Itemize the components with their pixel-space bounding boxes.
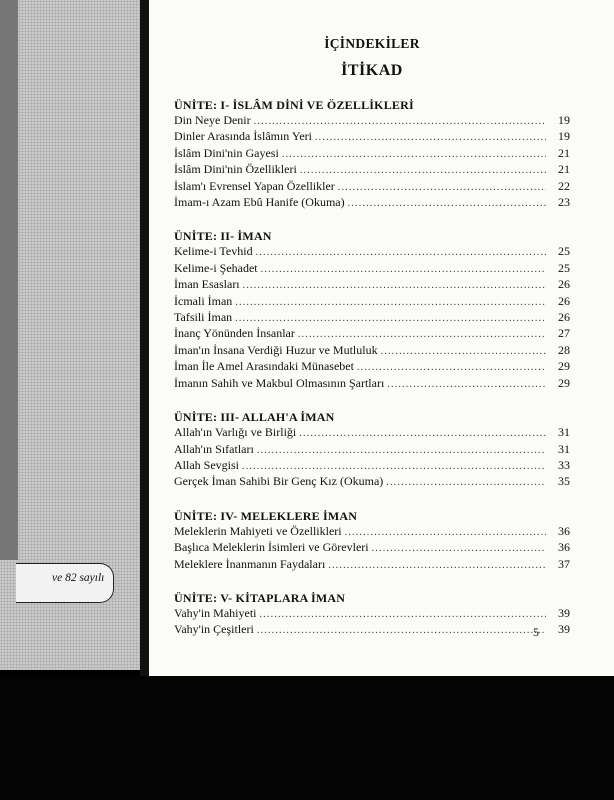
entry-page-number: 19 [558, 113, 570, 127]
entry-page-number: 39 [558, 605, 570, 620]
entry-page-number: 26 [558, 310, 570, 325]
entry-title: İman'ın İnsana Verdiği Huzur ve Mutluluk [174, 342, 378, 357]
entry-title: Allah'ın Sıfatları [174, 441, 254, 456]
entry-page-number: 29 [558, 359, 570, 374]
toc-entry [174, 442, 570, 458]
entry-page-number: 31 [558, 441, 570, 456]
entry-page-number: 23 [558, 195, 570, 210]
unit-title: ÜNİTE: I- İSLÂM DİNİ VE ÖZELLİKLERİ [174, 98, 414, 112]
entry-page-number: 25 [558, 244, 570, 259]
toc-entry [174, 540, 570, 556]
dot-leader [235, 295, 546, 310]
unit-title: ÜNİTE: II- İMAN [174, 229, 272, 244]
toc-unit [174, 508, 570, 573]
toc-entry [174, 474, 570, 490]
entry-title: Kelime-i Şehadet [174, 260, 258, 275]
page-subheading: İTİKAD [341, 62, 403, 79]
entry-page-number: 39 [558, 622, 570, 637]
entry-title: Meleklere İnanmanın Faydaları [174, 556, 326, 571]
unit-title: ÜNİTE: V- KİTAPLARA İMAN [174, 590, 346, 605]
entry-title: İmam-ı Azam Ebû Hanife (Okuma) [174, 195, 345, 210]
toc-entry [174, 261, 570, 277]
toc-entry [174, 376, 570, 392]
entry-page-number: 36 [558, 540, 570, 555]
entry-page-number: 29 [558, 375, 570, 390]
toc-entry [174, 294, 570, 310]
dot-leader [254, 114, 546, 129]
dot-leader [259, 607, 546, 622]
toc-entry [174, 343, 570, 359]
entry-title: Başlıca Meleklerin İsimleri ve Görevleri [174, 540, 369, 555]
dot-leader [328, 558, 546, 573]
entry-page-number: 31 [558, 425, 570, 440]
dot-leader [261, 262, 546, 277]
entry-title: İslâm Dini'nin Gayesi [174, 145, 279, 160]
entry-title: İmanın Sahih ve Makbul Olmasının Şartları [174, 375, 385, 390]
toc-entry [174, 113, 570, 129]
book-gutter [140, 0, 149, 680]
dot-leader [300, 163, 546, 178]
toc-entry [174, 622, 570, 638]
unit-title: ÜNİTE: IV- MELEKLERE İMAN [174, 508, 358, 523]
dot-leader [338, 180, 546, 195]
toc-unit [174, 228, 570, 392]
dot-leader [348, 196, 546, 211]
toc-entry [174, 606, 570, 622]
entry-title: İcmali İman [174, 293, 233, 308]
entry-page-number: 25 [558, 260, 570, 275]
dot-leader [242, 459, 546, 474]
unit-title: ÜNİTE: III- ALLAH'A İMAN [174, 410, 335, 425]
scan-background [0, 676, 614, 800]
toc-unit [174, 409, 570, 491]
dot-leader [299, 426, 546, 441]
entry-page-number: 26 [558, 277, 570, 292]
entry-page-number: 22 [558, 178, 570, 193]
dot-leader [243, 278, 546, 293]
dot-leader [345, 525, 546, 540]
dot-leader [357, 360, 546, 375]
entry-page-number: 28 [558, 342, 570, 357]
toc-entry [174, 359, 570, 375]
dot-leader [387, 377, 546, 392]
toc-entry [174, 425, 570, 441]
page-heading: İÇİNDEKİLER [324, 36, 420, 51]
toc-entry [174, 458, 570, 474]
entry-title: Gerçek İman Sahibi Bir Genç Kız (Okuma) [174, 474, 384, 489]
entry-title: Allah'ın Varlığı ve Birliği [174, 425, 297, 440]
left-page-shadow [0, 0, 18, 560]
toc-entry [174, 162, 570, 178]
entry-title: Vahy'in Çeşitleri [174, 622, 254, 637]
entry-page-number: 27 [558, 326, 570, 341]
toc-entry [174, 557, 570, 573]
entry-title: Vahy'in Mahiyeti [174, 605, 257, 620]
entry-title: Dinler Arasında İslâmın Yeri [174, 129, 312, 144]
dot-leader [372, 541, 546, 556]
toc-entry [174, 326, 570, 342]
entry-title: İnanç Yönünden İnsanlar [174, 326, 295, 341]
entry-page-number: 21 [558, 162, 570, 177]
dot-leader [257, 623, 546, 638]
dot-leader [257, 443, 546, 458]
entry-title: İslâm Dini'nin Özellikleri [174, 162, 297, 177]
margin-note: ve 82 sayılı [16, 563, 114, 603]
toc-entry [174, 524, 570, 540]
entry-page-number: 21 [558, 145, 570, 160]
toc-units [174, 97, 570, 639]
dot-leader [386, 475, 546, 490]
toc-entry [174, 277, 570, 293]
table-of-contents [174, 36, 570, 656]
dot-leader [235, 311, 546, 326]
entry-title: Kelime-i Tevhid [174, 244, 253, 259]
toc-entry [174, 129, 570, 145]
entry-page-number: 19 [558, 129, 570, 144]
dot-leader [256, 245, 546, 260]
entry-title: Tafsili İman [174, 310, 233, 325]
dot-leader [282, 147, 546, 162]
entry-page-number: 36 [558, 523, 570, 538]
entry-title: İman İle Amel Arasındaki Münasebet [174, 359, 354, 374]
dot-leader [315, 130, 546, 145]
toc-entry [174, 146, 570, 162]
toc-entry [174, 179, 570, 195]
entry-title: İslam'ı Evrensel Yapan Özellikler [174, 178, 335, 193]
entry-title: Din Neye Denir [174, 113, 251, 127]
book-page [149, 0, 614, 676]
entry-title: İman Esasları [174, 277, 240, 292]
toc-unit [174, 97, 570, 211]
entry-page-number: 33 [558, 457, 570, 472]
entry-page-number: 26 [558, 293, 570, 308]
dot-leader [298, 327, 546, 342]
toc-entry [174, 195, 570, 211]
entry-title: Meleklerin Mahiyeti ve Özellikleri [174, 523, 342, 538]
entry-page-number: 35 [558, 474, 570, 489]
entry-page-number: 37 [558, 556, 570, 571]
toc-unit [174, 590, 570, 639]
dot-leader [381, 344, 546, 359]
page-number: 5 [533, 625, 539, 639]
toc-entry [174, 244, 570, 260]
toc-entry [174, 310, 570, 326]
entry-title: Allah Sevgisi [174, 457, 239, 472]
